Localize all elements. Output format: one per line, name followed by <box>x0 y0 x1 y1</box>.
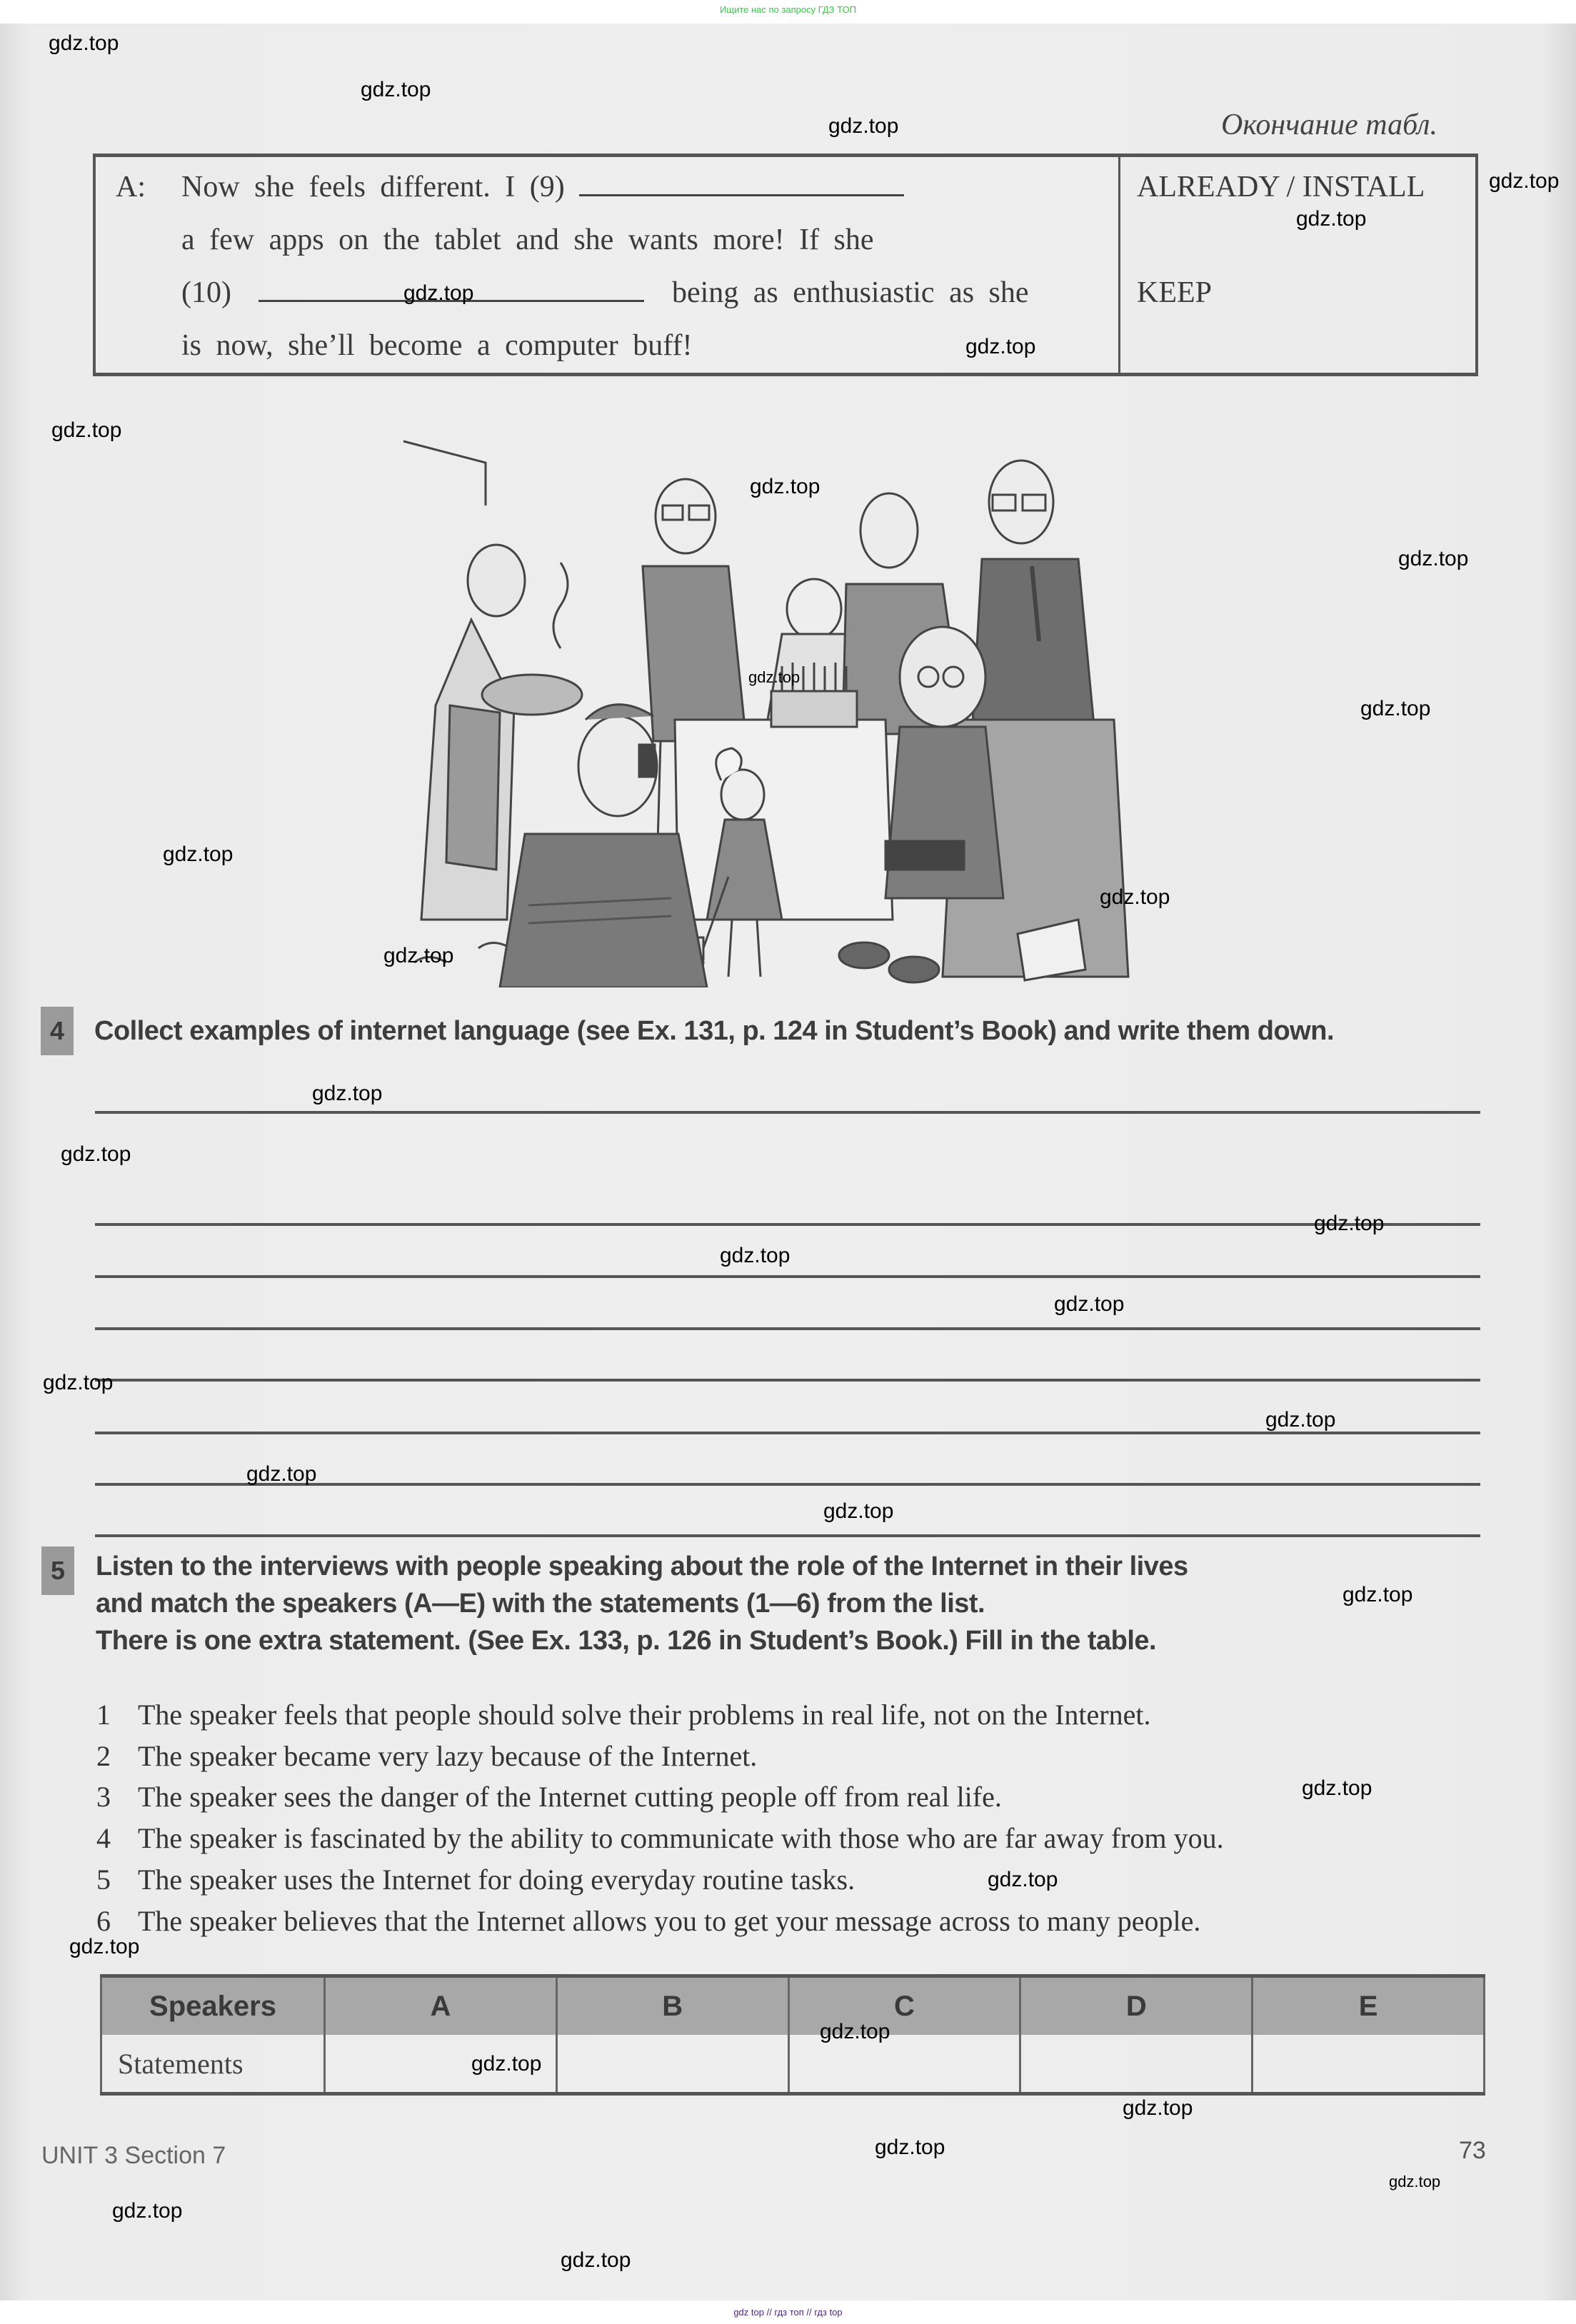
watermark: gdz.top <box>312 1082 383 1105</box>
speaker-label: A: <box>116 171 146 203</box>
watermark: gdz.top <box>51 418 122 442</box>
watermark: gdz.top <box>383 944 454 967</box>
speaker-a-header: A <box>325 1976 557 2036</box>
answer-line-2[interactable] <box>95 1223 1480 1226</box>
dialogue-line-1: A: Now she feels different. I (9) <box>116 170 904 204</box>
answer-cell-e[interactable] <box>1253 2035 1485 2094</box>
watermark: gdz.top <box>403 281 474 305</box>
statement-4: 4 The speaker is fascinated by the ability to communicate with those who are far away from you. <box>96 1822 1224 1854</box>
speaker-c-header: C <box>788 1976 1020 2036</box>
watermark: gdz.top <box>1100 885 1170 909</box>
watermark: gdz.top <box>246 1462 317 1486</box>
watermark: gdz.top <box>1389 2173 1441 2190</box>
cue-already-install: ALREADY / INSTALL <box>1137 171 1425 203</box>
watermark: gdz.top <box>1398 547 1469 570</box>
dialogue-line-4: is now, she’ll become a computer buff! <box>181 329 693 362</box>
statement-1: 1 The speaker feels that people should solve their problems in real life, not on the Internet. <box>96 1699 1151 1731</box>
watermark: gdz.top <box>1342 1583 1413 1606</box>
speakers-header: Speakers <box>101 1976 325 2036</box>
watermark: gdz.top <box>820 2020 890 2043</box>
cue-keep: KEEP <box>1137 276 1212 309</box>
dialogue-table <box>93 154 1478 376</box>
watermark: gdz.top <box>61 1142 131 1166</box>
watermark: gdz.top <box>43 1371 114 1394</box>
watermark: gdz.top <box>69 1935 140 1958</box>
speakers-row <box>101 1976 1485 2036</box>
watermark: gdz.top <box>163 842 234 866</box>
watermark: gdz.top <box>561 2248 631 2272</box>
dialogue-line-2: a few apps on the tablet and she wants more! If she <box>181 223 874 256</box>
workbook-page <box>0 24 1576 2300</box>
watermark: gdz.top <box>1360 697 1431 720</box>
watermark: gdz.top <box>361 78 431 101</box>
top-banner[interactable] <box>0 0 1576 24</box>
watermark: gdz.top <box>1296 207 1367 231</box>
watermark: gdz.top <box>750 475 820 498</box>
watermark: gdz.top <box>720 1244 790 1267</box>
answer-line-3[interactable] <box>95 1275 1480 1278</box>
watermark: gdz.top <box>823 1499 894 1523</box>
watermark: gdz.top <box>112 2199 183 2223</box>
speaker-e-header: E <box>1253 1976 1485 2036</box>
statements-row <box>101 2035 1485 2094</box>
exercise-5-instruction-line-3: There is one extra statement. (See Ex. 133, p. 126 in Student’s Book.) Fill in the table. <box>96 1626 1157 1656</box>
watermark: gdz.top <box>1054 1292 1125 1316</box>
bottom-banner[interactable] <box>0 2300 1576 2324</box>
table-continuation-label: Окончание табл. <box>1221 109 1437 141</box>
watermark: gdz.top <box>748 668 800 686</box>
watermark: gdz.top <box>1123 2096 1193 2120</box>
watermark: gdz.top <box>1314 1212 1385 1235</box>
speakers-statements-table <box>100 1974 1485 2096</box>
watermark: gdz.top <box>1489 169 1560 193</box>
watermark: gdz.top <box>471 2052 542 2076</box>
answer-line-1[interactable] <box>95 1111 1480 1114</box>
statement-3: 3 The speaker sees the danger of the Internet cutting people off from real life. <box>96 1781 1002 1813</box>
watermark: gdz.top <box>875 2136 945 2159</box>
exercise-5-number-badge: 5 <box>41 1546 74 1595</box>
watermark: gdz.top <box>828 114 899 138</box>
answer-cell-d[interactable] <box>1020 2035 1253 2094</box>
statement-6: 6 The speaker believes that the Internet allows you to get your message across to many people. <box>96 1905 1201 1937</box>
watermark: gdz.top <box>965 335 1036 358</box>
watermark: gdz.top <box>1265 1408 1336 1432</box>
statement-5: 5 The speaker uses the Internet for doing everyday routine tasks. <box>96 1863 855 1896</box>
exercise-4-number-badge: 4 <box>41 1007 74 1055</box>
answer-line-4[interactable] <box>95 1327 1480 1330</box>
top-banner-text[interactable]: Ищите нас по запросу ГДЗ ТОП <box>720 4 856 15</box>
page-number: 73 <box>1459 2137 1486 2164</box>
answer-cell-b[interactable] <box>556 2035 788 2094</box>
bottom-banner-text[interactable]: gdz top // гдз топ // гдз top <box>733 2307 843 2318</box>
statement-2: 2 The speaker became very lazy because of the Internet. <box>96 1740 758 1772</box>
exercise-5-instruction-line-1: Listen to the interviews with people speaking about the role of the Internet in their lives <box>96 1551 1188 1581</box>
dialogue-cue-cell <box>1121 157 1471 373</box>
answer-line-5[interactable] <box>95 1379 1480 1382</box>
watermark: gdz.top <box>49 31 119 55</box>
statements-header: Statements <box>101 2035 325 2094</box>
watermark: gdz.top <box>1302 1776 1372 1800</box>
speaker-b-header: B <box>556 1976 788 2036</box>
watermark: gdz.top <box>988 1868 1058 1891</box>
speaker-d-header: D <box>1020 1976 1253 2036</box>
dialogue-line-3: (10) being as enthusiastic as she <box>181 276 1029 309</box>
blank-9-input[interactable] <box>579 170 904 196</box>
exercise-4-instruction: Collect examples of internet language (see Ex. 131, p. 124 in Student’s Book) and write them down. <box>94 1016 1334 1046</box>
footer-unit-section: UNIT 3 Section 7 <box>41 2142 226 2169</box>
answer-line-8[interactable] <box>95 1534 1480 1537</box>
exercise-5-instruction-line-2: and match the speakers (A—E) with the statements (1—6) from the list. <box>96 1589 985 1619</box>
